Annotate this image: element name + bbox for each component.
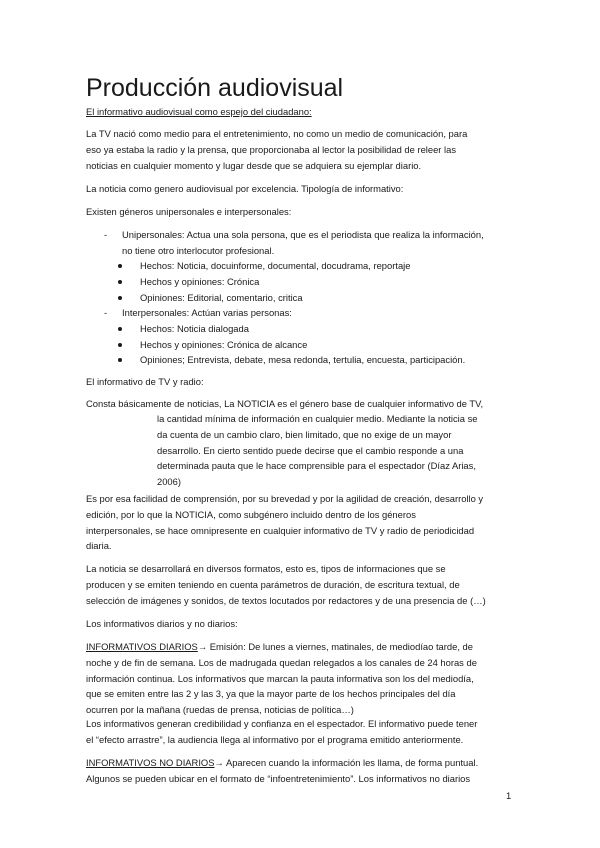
text-line: la cantidad mínima de información en cualquier medio. Mediante la noticia se xyxy=(157,413,478,424)
intro-paragraph xyxy=(86,126,516,173)
text-line xyxy=(86,639,516,655)
bullet-dot-icon xyxy=(118,358,122,362)
consta-first-line xyxy=(86,396,516,412)
informativos-no-diarios-paragraph xyxy=(86,755,516,787)
informativos-no-diarios-label: INFORMATIVOS NO DIARIOS xyxy=(86,757,215,768)
text-line: desarrollo. En cierto sentido puede decirse que el cambio responde a una xyxy=(157,444,464,456)
consta-continuation xyxy=(157,411,478,490)
informativos-diarios-paragraph xyxy=(86,639,516,718)
page-title: Producción audiovisual xyxy=(86,74,344,102)
informativos-diarios-label: INFORMATIVOS DIARIOS xyxy=(86,641,198,652)
text-line: Interpersonales: Actúan varias personas: xyxy=(122,307,292,318)
text-line: La noticia se desarrollará en diversos formatos, esto es, tipos de informaciones que se xyxy=(86,563,446,574)
section-subtitle: El informativo audiovisual como espejo del ciudadano: xyxy=(86,106,312,117)
text-line: Existen géneros unipersonales e interpersonales: xyxy=(86,206,292,217)
text-line: que se emiten entre las 2 y las 3, ya que la mayor parte de los hechos principales del día xyxy=(86,688,456,700)
bullet-text: Opiniones: Editorial, comentario, critica xyxy=(140,292,303,303)
bullet-dot-icon xyxy=(118,343,122,347)
page-number: 1 xyxy=(506,790,512,801)
arrow-right-icon: → xyxy=(214,757,224,768)
text-fragment: Aparecen cuando la información les llama, de forma puntual. xyxy=(223,757,479,768)
list-item-text xyxy=(122,305,292,321)
text-line: diaria. xyxy=(86,540,112,552)
bullet-dot-icon xyxy=(118,264,122,268)
text-line: noticias en cualquier momento y lugar desde que se adquiera su ejemplar diario. xyxy=(86,159,422,171)
text-line: da cuenta de un cambio claro, bien limitado, que no exige de un mayor xyxy=(157,428,452,440)
text-line xyxy=(86,755,516,771)
text-line: 2006) xyxy=(157,476,181,488)
generos-intro-paragraph xyxy=(86,204,516,220)
formatos-paragraph xyxy=(86,561,516,608)
facilidad-paragraph xyxy=(86,491,516,554)
text-line: El informativo de TV y radio: xyxy=(86,376,204,387)
text-line: ocurren por la mañana (ruedas de prensa, noticias de política…) xyxy=(86,704,354,716)
dash-marker: - xyxy=(104,229,108,240)
text-line: determinada pauta que le hace comprensible para el espectador (Díaz Arias, xyxy=(157,460,476,472)
text-line: producen y se emiten teniendo en cuenta parámetros de duración, de escritura textual, de xyxy=(86,578,460,590)
text-line: interpersonales, se hace omnipresente en cualquier informativo de TV y radio de periodicidad xyxy=(86,524,475,536)
text-line: el “efecto arrastre”, la audiencia llega al informativo por el programa emitido anteriormente. xyxy=(86,733,464,745)
text-line: edición, por lo que la NOTICIA, como subgénero incluido dentro de los géneros xyxy=(86,508,416,520)
text-line: selección de imágenes y sonidos, de textos locutados por redactores y de una presencia de (…) xyxy=(86,594,486,606)
bullet-text: Hechos y opiniones: Crónica de alcance xyxy=(140,339,308,350)
text-line: Es por esa facilidad de comprensión, por su brevedad y por la agilidad de creación, desarrollo y xyxy=(86,493,484,504)
diarios-heading xyxy=(86,616,516,632)
text-line: La TV nació como medio para el entretenimiento, no como un medio de comunicación, para xyxy=(86,128,468,139)
text-line: información continua. Los informativos que marcan la pauta informativa son los del mediodía, xyxy=(86,672,474,684)
bullet-text: Hechos: Noticia dialogada xyxy=(140,323,249,334)
tv-radio-heading xyxy=(86,374,516,390)
arrow-right-icon: → xyxy=(197,641,208,652)
dash-marker: - xyxy=(104,307,108,318)
text-line: Consta básicamente de noticias, La NOTICIA es el género base de cualquier informativo de TV, xyxy=(86,398,484,409)
text-line: Los informativos diarios y no diarios: xyxy=(86,618,238,629)
text-line: Los informativos generan credibilidad y confianza en el espectador. El informativo puede tener xyxy=(86,718,478,729)
bullet-dot-icon xyxy=(118,296,122,300)
bullet-text: Opiniones; Entrevista, debate, mesa redonda, tertulia, encuesta, participación. xyxy=(140,354,466,365)
list-item-text xyxy=(122,227,484,259)
text-fragment: Emisión: De lunes a viernes, matinales, de mediodíao tarde, de xyxy=(207,641,473,652)
text-line: noche y de fin de semana. Los de madrugada quedan relegados a los canales de 24 horas de xyxy=(86,656,477,668)
bullet-dot-icon xyxy=(118,280,122,284)
text-line: La noticia como genero audiovisual por excelencia. Tipología de informativo: xyxy=(86,183,404,194)
text-line: Unipersonales: Actua una sola persona, que es el periodista que realiza la información, xyxy=(122,229,484,240)
text-line: eso ya estaba la radio y la prensa, que proporcionaba al lector la posibilidad de releer las xyxy=(86,143,457,155)
bullet-text: Hechos: Noticia, docuinforme, documental, docudrama, reportaje xyxy=(140,260,411,271)
credibilidad-paragraph xyxy=(86,716,516,748)
text-line: Algunos se pueden ubicar en el formato de “infoentretenimiento”. Los informativos no diarios xyxy=(86,772,471,784)
text-line: no tiene otro interlocutor profesional. xyxy=(122,244,275,256)
bullet-text: Hechos y opiniones: Crónica xyxy=(140,276,260,287)
bullet-dot-icon xyxy=(118,327,122,331)
noticia-genero-paragraph xyxy=(86,181,516,197)
